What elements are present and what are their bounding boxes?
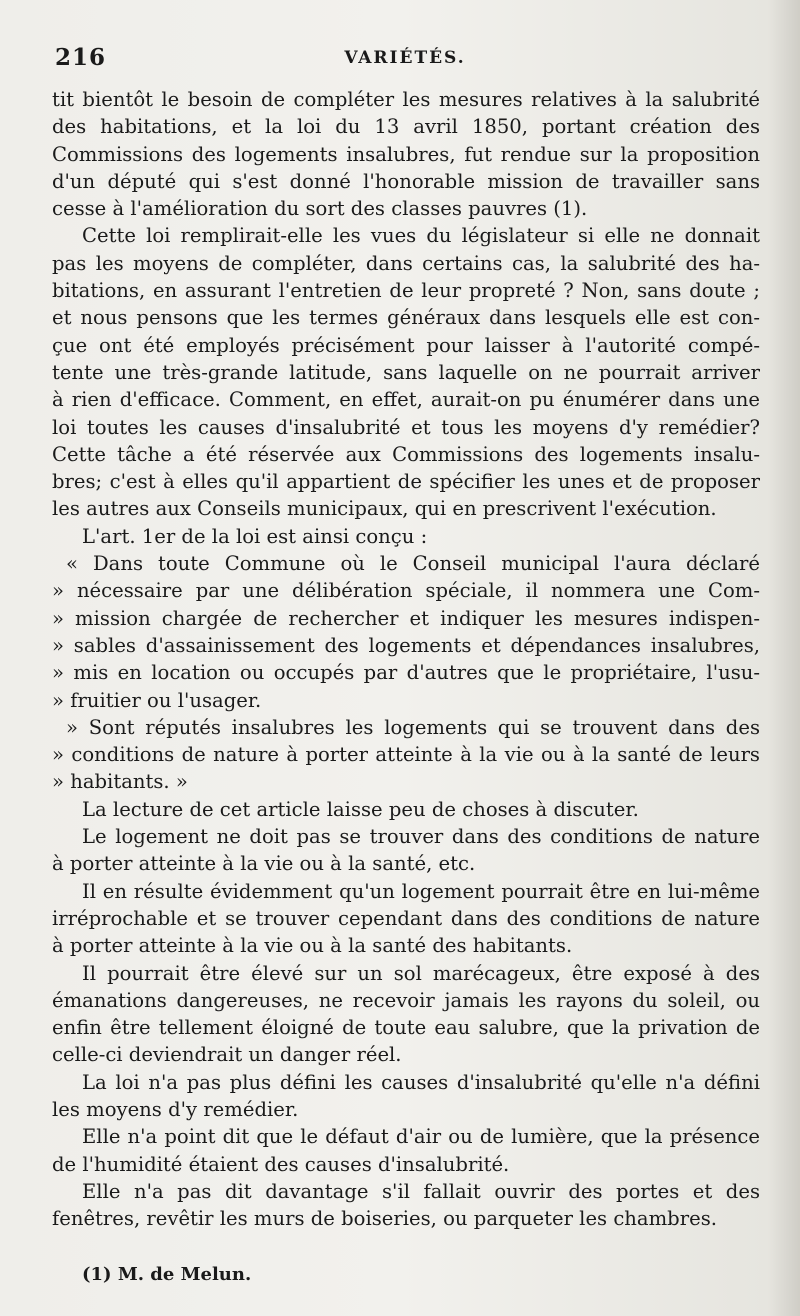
- quote-line: » nécessaire par une délibération spéciale, il nommera une Com-: [52, 579, 760, 603]
- page-number: 216: [55, 44, 107, 71]
- text-line: Il pourrait être élevé sur un sol marécageux, être exposé à des: [82, 961, 760, 985]
- text-line: Cette tâche a été réservée aux Commissions des logements insalu-: [52, 442, 760, 466]
- body-text: [52, 86, 760, 1232]
- quote-line: » habitants. »: [52, 770, 188, 794]
- text-line: tente une très-grande latitude, sans laquelle on ne pourrait arriver: [52, 360, 760, 384]
- text-line: L'art. 1er de la loi est ainsi conçu :: [82, 524, 428, 548]
- text-line: les moyens d'y remédier.: [52, 1097, 299, 1121]
- quote-line: » conditions de nature à porter atteinte à la vie ou à la santé de leurs: [52, 743, 760, 767]
- text-line: Le logement ne doit pas se trouver dans des conditions de nature: [82, 825, 760, 849]
- footnote: (1) M. de Melun.: [82, 1264, 252, 1285]
- text-line: cesse à l'amélioration du sort des classes pauvres (1).: [52, 197, 588, 221]
- text-line: tit bientôt le besoin de compléter les mesures relatives à la salubrité: [52, 88, 760, 111]
- text-line: irréprochable et se trouver cependant dans des conditions de nature: [52, 906, 760, 930]
- text-line: celle-ci deviendrait un danger réel.: [52, 1043, 402, 1067]
- text-line: pas les moyens de compléter, dans certains cas, la salubrité des ha-: [52, 251, 760, 275]
- text-line: à porter atteinte à la vie ou à la santé, etc.: [52, 852, 476, 876]
- quote-line: » mission chargée de rechercher et indiquer les mesures indispen-: [52, 606, 760, 630]
- text-line: bitations, en assurant l'entretien de leur propreté ? Non, sans doute ;: [52, 279, 760, 303]
- text-line: çue ont été employés précisément pour laisser à l'autorité compé-: [52, 333, 760, 357]
- text-line: de l'humidité étaient des causes d'insalubrité.: [52, 1152, 510, 1176]
- text-line: émanations dangereuses, ne recevoir jamais les rayons du soleil, ou: [52, 988, 760, 1012]
- text-line: Elle n'a pas dit davantage s'il fallait ouvrir des portes et des: [82, 1179, 760, 1203]
- text-line: Il en résulte évidemment qu'un logement pourrait être en lui-même: [82, 879, 760, 903]
- text-line: à porter atteinte à la vie ou à la santé des habitants.: [52, 934, 573, 958]
- text-line: Cette loi remplirait-elle les vues du législateur si elle ne donnait: [82, 224, 760, 248]
- text-line: des habitations, et la loi du 13 avril 1850, portant création des: [52, 115, 760, 139]
- quote-line: » mis en location ou occupés par d'autres que le propriétaire, l'usu-: [52, 661, 760, 685]
- text-line: Elle n'a point dit que le défaut d'air ou de lumière, que la présence: [82, 1125, 760, 1149]
- text-line: et nous pensons que les termes généraux dans lesquels elle est con-: [52, 306, 760, 330]
- text-line: à rien d'efficace. Comment, en effet, aurait-on pu énumérer dans une: [52, 388, 760, 412]
- text-line: enfin être tellement éloigné de toute eau salubre, que la privation de: [52, 1016, 760, 1040]
- quote-line: « Dans toute Commune où le Conseil municipal l'aura déclaré: [66, 552, 760, 576]
- text-line: loi toutes les causes d'insalubrité et tous les moyens d'y remédier?: [52, 415, 760, 439]
- text-line: les autres aux Conseils municipaux, qui en prescrivent l'exécution.: [52, 497, 717, 521]
- text-line: d'un député qui s'est donné l'honorable mission de travailler sans: [52, 169, 760, 193]
- text-line: fenêtres, revêtir les murs de boiseries, ou parqueter les chambres.: [52, 1207, 717, 1231]
- text-line: La lecture de cet article laisse peu de choses à discuter.: [82, 797, 639, 821]
- page-header: [55, 44, 755, 78]
- text-line: La loi n'a pas plus défini les causes d'insalubrité qu'elle n'a défini: [82, 1070, 760, 1094]
- quote-line: » sables d'assainissement des logements et dépendances insalubres,: [52, 633, 760, 657]
- text-line: Commissions des logements insalubres, fut rendue sur la proposition: [52, 142, 760, 166]
- quote-line: » Sont réputés insalubres les logements qui se trouvent dans des: [66, 715, 760, 739]
- running-head: VARIÉTÉS.: [344, 48, 466, 68]
- text-line: bres; c'est à elles qu'il appartient de spécifier les unes et de proposer: [52, 470, 760, 494]
- quote-line: » fruitier ou l'usager.: [52, 688, 262, 712]
